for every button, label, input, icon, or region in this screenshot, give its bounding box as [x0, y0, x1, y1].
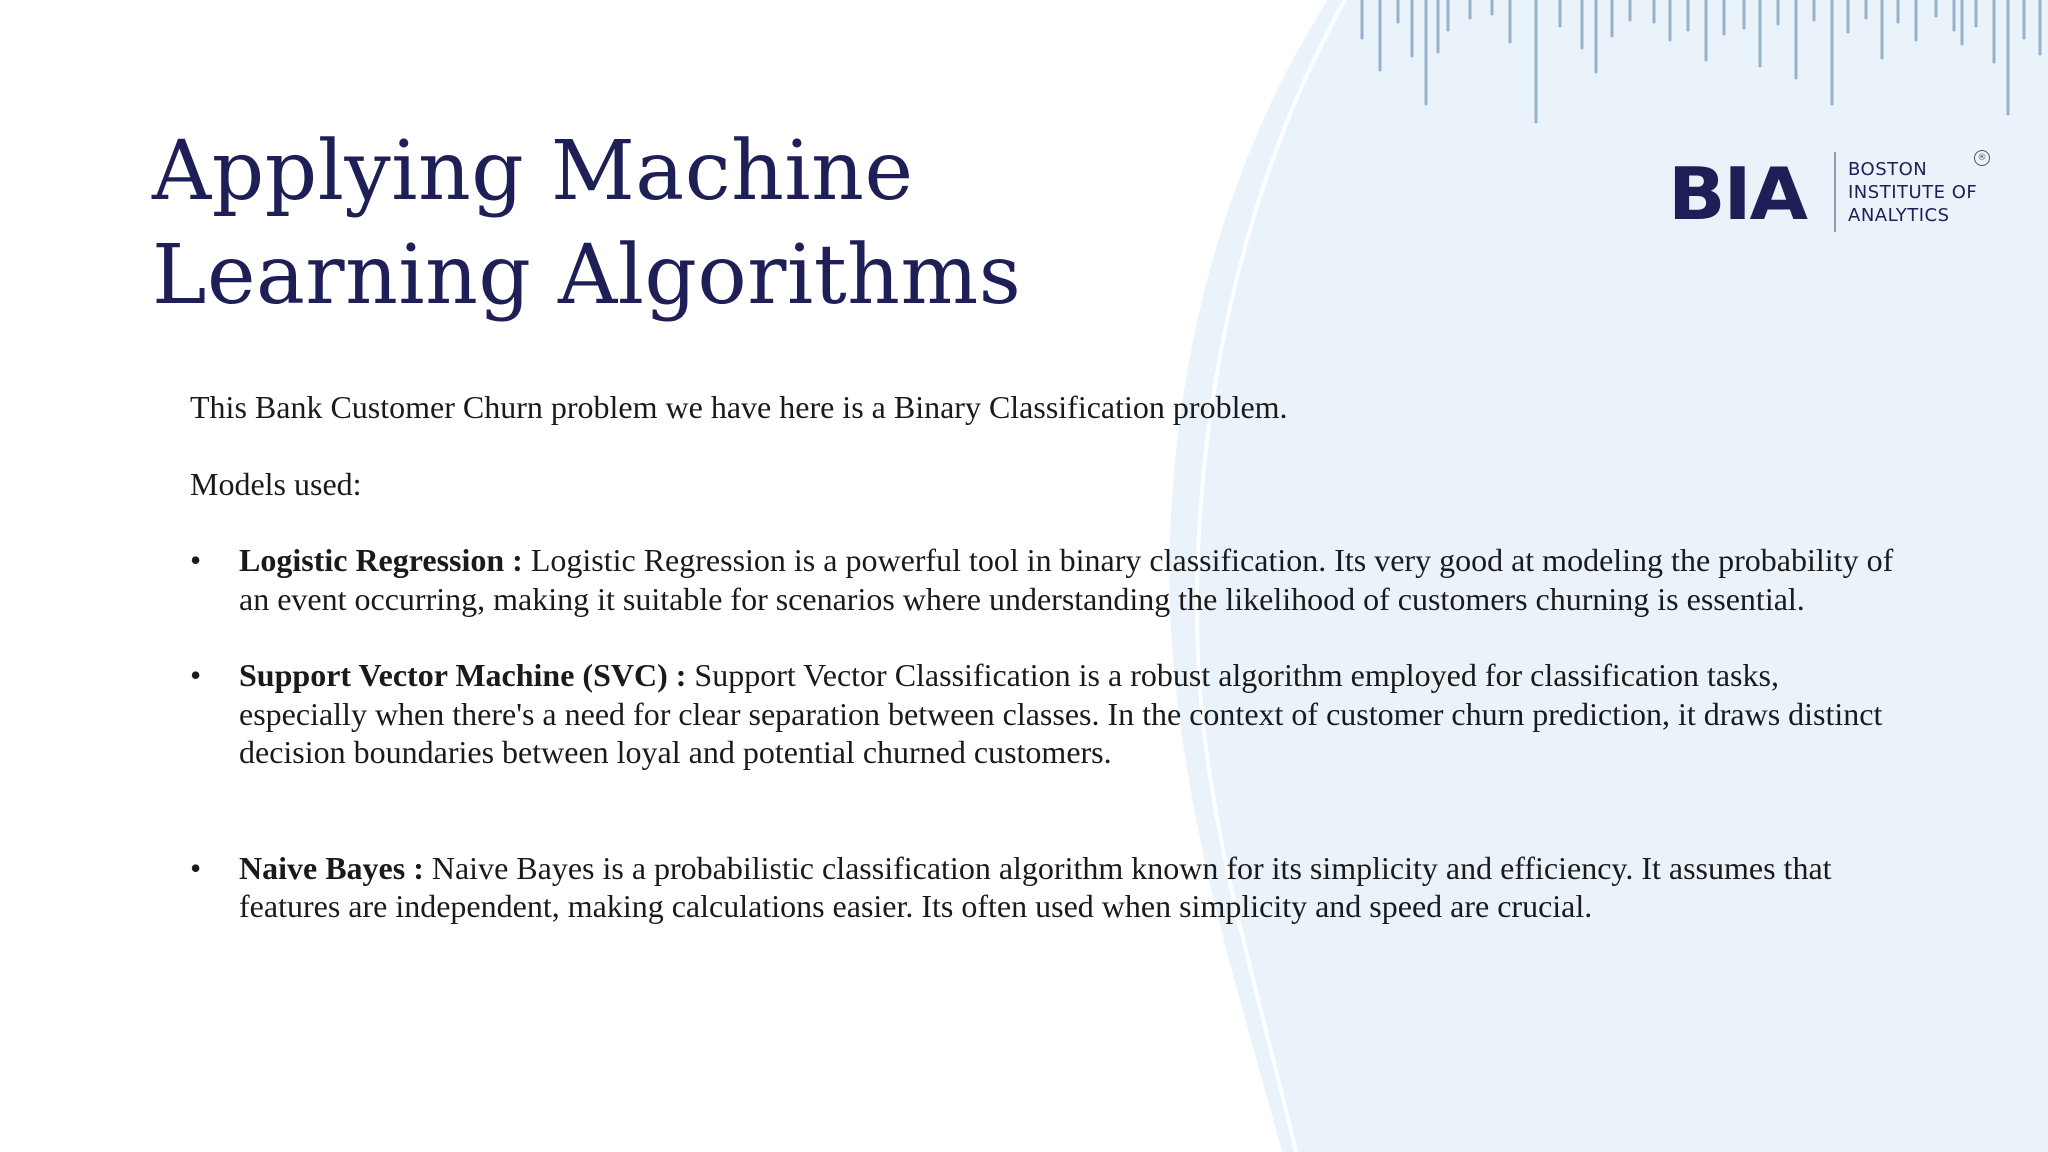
title-line-2: Learning Algorithms	[152, 228, 1022, 323]
slide-body	[190, 388, 1910, 964]
models-heading: Models used:	[190, 465, 362, 502]
logo-divider	[1834, 152, 1836, 232]
logo-line-1: BOSTON	[1848, 159, 1928, 180]
bia-logo	[1668, 150, 1988, 240]
bullet-icon: •	[190, 542, 202, 578]
models-list	[190, 541, 1910, 926]
registered-mark-icon: ®	[1974, 150, 1990, 166]
model-name: Logistic Regression :	[239, 542, 523, 578]
list-item-support-vector-machine	[190, 656, 1910, 772]
model-description: Logistic Regression is a powerful tool in binary classification. Its very good at modeling the probability of an event occurring, making it suitable for scenarios where understanding the likelihood of customers churning is essential.	[239, 542, 1894, 617]
list-item-logistic-regression	[190, 541, 1910, 618]
slide-title	[152, 120, 1021, 328]
intro-text: This Bank Customer Churn problem we have here is a Binary Classification problem.	[190, 389, 1288, 425]
logo-wordmark	[1848, 158, 1977, 227]
model-description: Naive Bayes is a probabilistic classification algorithm known for its simplicity and efficiency. It assumes that features are independent, making calculations easier. Its often used when simplicity and speed are crucial.	[239, 849, 1832, 924]
list-item-naive-bayes	[190, 849, 1910, 926]
logo-line-2: INSTITUTE OF	[1848, 182, 1978, 203]
title-line-1: Applying Machine	[152, 124, 914, 219]
logo-line-3: ANALYTICS	[1848, 205, 1950, 226]
logo-mark: BIA	[1668, 152, 1806, 236]
model-name: Support Vector Machine (SVC) :	[239, 657, 687, 693]
bullet-icon: •	[190, 657, 202, 693]
model-description: Support Vector Classification is a robust algorithm employed for classification tasks, especially when there's a need for clear separation between classes. In the context of customer churn prediction, it draws distinct decision boundaries between loyal and potential churned customers.	[239, 657, 1883, 770]
bullet-icon: •	[190, 849, 202, 886]
model-name: Naive Bayes :	[239, 849, 424, 886]
